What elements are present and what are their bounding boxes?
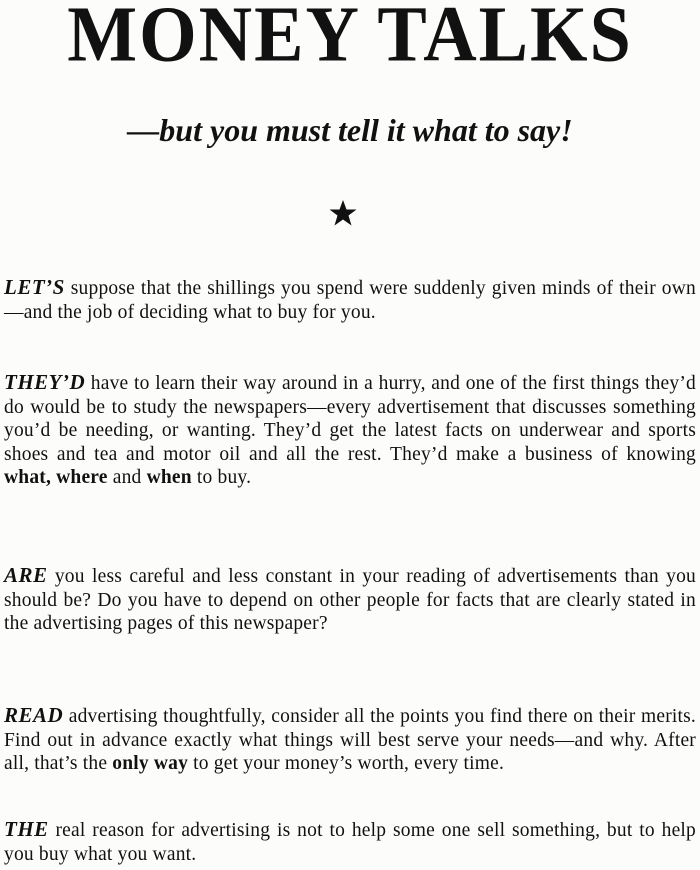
paragraph-lets: [4, 276, 696, 324]
paragraph-the: [4, 818, 696, 866]
emphasis-what: what,: [4, 467, 52, 488]
paragraph-text: you less careful and less constant in your reading of advertisements than you should be? Do you have to depend on other people for facts that are clearly stated in the advertising pages of this newspaper?: [4, 566, 696, 634]
paragraph-are: [4, 564, 696, 636]
emphasis-only-way: only way: [112, 753, 189, 774]
paragraph-lead: THE: [4, 817, 49, 841]
paragraph-lead: ARE: [4, 563, 48, 587]
paragraph-text: to buy.: [191, 467, 252, 488]
paragraph-theyd: [4, 371, 696, 490]
paragraph-text: advertising thoughtfully, consider all the points you find there on their merits. Find out in advance exactly what things will best serve your needs—and why. After all, that’s the: [4, 706, 696, 774]
emphasis-when: when: [146, 467, 192, 488]
paragraph-lead: THEY’D: [4, 370, 86, 394]
paragraph-text: and: [107, 467, 147, 488]
paragraph-text: to get your money’s worth, every time.: [188, 753, 505, 774]
emphasis-where: where: [56, 467, 108, 488]
subhead: —but you must tell it what to say!: [127, 112, 573, 148]
paragraph-lead: LET’S: [4, 275, 65, 299]
star-icon: [328, 198, 358, 228]
paragraph-read: [4, 704, 696, 776]
headline: MONEY TALKS: [67, 0, 633, 79]
paragraph-text: real reason for advertising is not to help some one sell something, but to help you buy what you want.: [4, 820, 696, 865]
paragraph-text: suppose that the shillings you spend were suddenly given minds of their own—and the job of deciding what to buy for you.: [4, 278, 696, 323]
paragraph-text: have to learn their way around in a hurry, and one of the first things they’d do would be to study the newspapers—every advertisement that discusses something you’d be needing, or wanting. They’d get the latest facts on underwear and sports shoes and tea and motor oil and all the rest. They’d make a business of knowing: [4, 373, 696, 465]
paragraph-lead: READ: [4, 703, 64, 727]
